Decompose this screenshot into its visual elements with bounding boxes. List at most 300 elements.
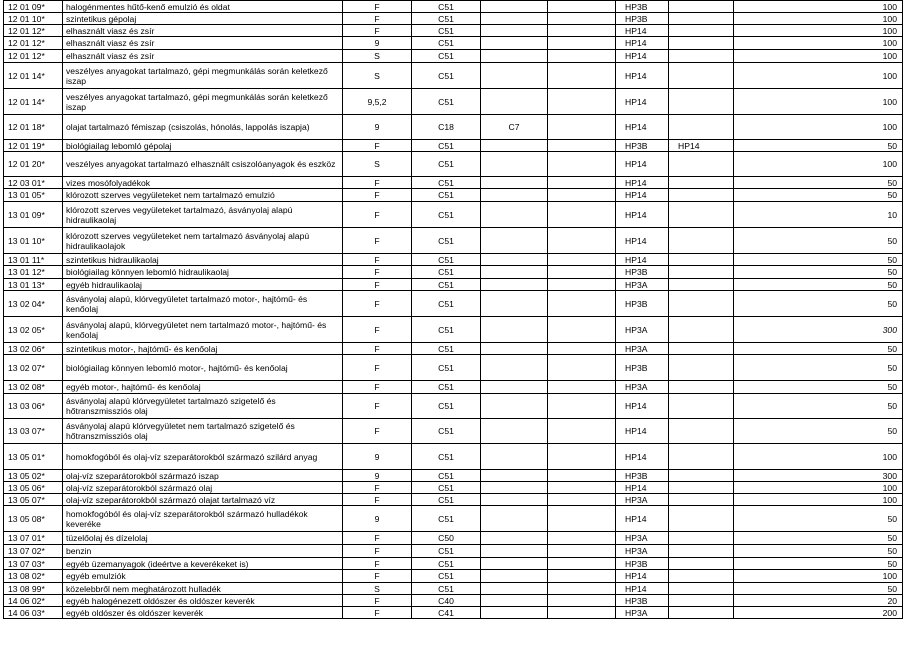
quantity-cell: 50 [734, 545, 903, 558]
c-code-cell: C51 [412, 1, 481, 13]
hp-property-cell: HP14 [616, 152, 669, 177]
c-code-2-cell [481, 381, 548, 394]
phase-cell: F [343, 291, 412, 317]
hp-property-cell: HP14 [616, 37, 669, 50]
description-cell: olaj-víz szeparátorokból származó olajat tartalmazó víz [63, 494, 343, 506]
hp-property-cell: HP3B [616, 1, 669, 13]
empty-cell [548, 89, 616, 115]
hp-property-2-cell [669, 279, 734, 291]
description-cell: ásványolaj alapú, klórvegyületet tartalmazó motor-, hajtómű- és kenőolaj [63, 291, 343, 317]
c-code-cell: C51 [412, 482, 481, 494]
c-code-cell: C51 [412, 266, 481, 279]
c-code-2-cell [481, 189, 548, 202]
phase-cell: F [343, 355, 412, 381]
description-cell: biológiailag könnyen lebomló hidraulikaolaj [63, 266, 343, 279]
phase-cell: 9 [343, 506, 412, 532]
empty-cell [548, 381, 616, 394]
phase-cell: F [343, 532, 412, 545]
quantity-cell: 300 [734, 470, 903, 482]
phase-cell: F [343, 381, 412, 394]
hp-property-2-cell [669, 13, 734, 25]
c-code-2-cell [481, 532, 548, 545]
table-row [4, 394, 903, 419]
hp-property-cell: HP3A [616, 532, 669, 545]
c-code-cell: C51 [412, 279, 481, 291]
phase-cell: F [343, 419, 412, 444]
phase-cell: F [343, 177, 412, 189]
c-code-cell: C51 [412, 444, 481, 470]
description-cell: veszélyes anyagokat tartalmazó elhasznált csiszolóanyagok és eszköz [63, 152, 343, 177]
hp-property-cell: HP14 [616, 202, 669, 228]
c-code-2-cell [481, 266, 548, 279]
phase-cell: 9 [343, 470, 412, 482]
c-code-2-cell [481, 583, 548, 595]
description-cell: veszélyes anyagokat tartalmazó, gépi megmunkálás során keletkező iszap [63, 89, 343, 115]
c-code-cell: C51 [412, 228, 481, 254]
empty-cell [548, 202, 616, 228]
waste-code-cell: 13 01 13* [4, 279, 63, 291]
description-cell: egyéb hidraulikaolaj [63, 279, 343, 291]
phase-cell: F [343, 482, 412, 494]
quantity-cell: 50 [734, 254, 903, 266]
waste-table [3, 0, 903, 619]
empty-cell [548, 37, 616, 50]
waste-code-cell: 13 01 10* [4, 228, 63, 254]
c-code-cell: C51 [412, 89, 481, 115]
table-row [4, 482, 903, 494]
description-cell: elhasznált viasz és zsír [63, 37, 343, 50]
hp-property-cell: HP3A [616, 343, 669, 355]
c-code-cell: C51 [412, 494, 481, 506]
quantity-cell: 100 [734, 494, 903, 506]
waste-code-cell: 12 01 14* [4, 63, 63, 89]
hp-property-cell: HP14 [616, 115, 669, 140]
c-code-2-cell [481, 63, 548, 89]
phase-cell: F [343, 570, 412, 583]
empty-cell [548, 355, 616, 381]
c-code-2-cell [481, 202, 548, 228]
description-cell: szintetikus hidraulikaolaj [63, 254, 343, 266]
quantity-cell: 50 [734, 291, 903, 317]
hp-property-2-cell [669, 494, 734, 506]
waste-code-cell: 12 01 20* [4, 152, 63, 177]
hp-property-2-cell [669, 394, 734, 419]
table-row [4, 202, 903, 228]
quantity-cell: 100 [734, 570, 903, 583]
hp-property-cell: HP14 [616, 583, 669, 595]
c-code-cell: C51 [412, 189, 481, 202]
c-code-2-cell [481, 558, 548, 570]
waste-code-cell: 12 01 14* [4, 89, 63, 115]
c-code-2-cell [481, 291, 548, 317]
table-row [4, 25, 903, 37]
description-cell: egyéb halogénezett oldószer és oldószer keverék [63, 595, 343, 607]
c-code-2-cell [481, 595, 548, 607]
table-row [4, 381, 903, 394]
waste-code-cell: 13 07 02* [4, 545, 63, 558]
phase-cell: F [343, 317, 412, 343]
c-code-cell: C51 [412, 254, 481, 266]
hp-property-2-cell [669, 355, 734, 381]
quantity-cell: 100 [734, 444, 903, 470]
hp-property-cell: HP3B [616, 558, 669, 570]
empty-cell [548, 25, 616, 37]
quantity-cell: 200 [734, 607, 903, 619]
empty-cell [548, 558, 616, 570]
c-code-cell: C51 [412, 291, 481, 317]
table-row [4, 177, 903, 189]
c-code-2-cell [481, 355, 548, 381]
c-code-2-cell [481, 494, 548, 506]
c-code-2-cell [481, 13, 548, 25]
phase-cell: F [343, 228, 412, 254]
description-cell: biológiailag könnyen lebomló motor-, hajtómű- és kenőolaj [63, 355, 343, 381]
empty-cell [548, 545, 616, 558]
table-row [4, 343, 903, 355]
table-row [4, 595, 903, 607]
c-code-2-cell [481, 177, 548, 189]
description-cell: elhasznált viasz és zsír [63, 50, 343, 63]
table-row [4, 291, 903, 317]
hp-property-cell: HP14 [616, 228, 669, 254]
c-code-cell: C40 [412, 595, 481, 607]
c-code-2-cell: C7 [481, 115, 548, 140]
hp-property-2-cell [669, 202, 734, 228]
c-code-cell: C51 [412, 13, 481, 25]
phase-cell: F [343, 266, 412, 279]
empty-cell [548, 50, 616, 63]
description-cell: homokfogóból és olaj-víz szeparátorokból származó hulladékok keveréke [63, 506, 343, 532]
phase-cell: 9 [343, 444, 412, 470]
phase-cell: F [343, 343, 412, 355]
quantity-cell: 100 [734, 1, 903, 13]
empty-cell [548, 279, 616, 291]
empty-cell [548, 570, 616, 583]
empty-cell [548, 482, 616, 494]
waste-code-cell: 13 07 01* [4, 532, 63, 545]
description-cell: ásványolaj alapú, klórvegyületet nem tartalmazó motor-, hajtómű- és kenőolaj [63, 317, 343, 343]
hp-property-2-cell [669, 506, 734, 532]
c-code-2-cell [481, 570, 548, 583]
hp-property-cell: HP3A [616, 607, 669, 619]
empty-cell [548, 317, 616, 343]
c-code-cell: C18 [412, 115, 481, 140]
hp-property-2-cell [669, 583, 734, 595]
quantity-cell: 20 [734, 595, 903, 607]
quantity-cell: 50 [734, 355, 903, 381]
c-code-cell: C51 [412, 50, 481, 63]
hp-property-2-cell [669, 317, 734, 343]
waste-code-cell: 12 01 10* [4, 13, 63, 25]
c-code-cell: C51 [412, 152, 481, 177]
c-code-2-cell [481, 419, 548, 444]
c-code-2-cell [481, 317, 548, 343]
c-code-2-cell [481, 140, 548, 152]
waste-code-cell: 13 05 08* [4, 506, 63, 532]
description-cell: szintetikus gépolaj [63, 13, 343, 25]
quantity-cell: 100 [734, 115, 903, 140]
waste-code-cell: 12 01 12* [4, 37, 63, 50]
hp-property-cell: HP3B [616, 13, 669, 25]
table-row [4, 545, 903, 558]
hp-property-2-cell [669, 291, 734, 317]
table-row [4, 506, 903, 532]
quantity-cell: 50 [734, 394, 903, 419]
description-cell: klórozott szerves vegyületeket tartalmazó, ásványolaj alapú hidraulikaolaj [63, 202, 343, 228]
hp-property-cell: HP3A [616, 317, 669, 343]
hp-property-2-cell [669, 37, 734, 50]
empty-cell [548, 444, 616, 470]
hp-property-cell: HP14 [616, 25, 669, 37]
waste-code-cell: 12 03 01* [4, 177, 63, 189]
waste-code-cell: 12 01 12* [4, 25, 63, 37]
c-code-2-cell [481, 394, 548, 419]
phase-cell: F [343, 595, 412, 607]
empty-cell [548, 506, 616, 532]
c-code-cell: C51 [412, 63, 481, 89]
quantity-cell: 50 [734, 189, 903, 202]
hp-property-cell: HP14 [616, 482, 669, 494]
waste-code-cell: 13 05 07* [4, 494, 63, 506]
empty-cell [548, 152, 616, 177]
table-row [4, 189, 903, 202]
table-row [4, 583, 903, 595]
table-body [4, 1, 903, 619]
c-code-cell: C51 [412, 355, 481, 381]
table-row [4, 494, 903, 506]
c-code-cell: C51 [412, 317, 481, 343]
description-cell: halogénmentes hűtő-kenő emulzió és oldat [63, 1, 343, 13]
empty-cell [548, 494, 616, 506]
empty-cell [548, 266, 616, 279]
quantity-cell: 50 [734, 583, 903, 595]
empty-cell [548, 291, 616, 317]
description-cell: ásványolaj alapú klórvegyületet tartalmazó szigetelő és hőtranszmissziós olaj [63, 394, 343, 419]
description-cell: biológiailag lebomló gépolaj [63, 140, 343, 152]
quantity-cell: 100 [734, 50, 903, 63]
hp-property-cell: HP14 [616, 254, 669, 266]
c-code-cell: C51 [412, 381, 481, 394]
phase-cell: F [343, 607, 412, 619]
waste-code-cell: 13 01 05* [4, 189, 63, 202]
table-row [4, 228, 903, 254]
empty-cell [548, 607, 616, 619]
phase-cell: S [343, 152, 412, 177]
description-cell: egyéb motor-, hajtómű- és kenőolaj [63, 381, 343, 394]
hp-property-cell: HP14 [616, 570, 669, 583]
table-row [4, 444, 903, 470]
waste-code-cell: 13 02 06* [4, 343, 63, 355]
phase-cell: F [343, 1, 412, 13]
hp-property-2-cell [669, 419, 734, 444]
hp-property-2-cell [669, 607, 734, 619]
c-code-cell: C51 [412, 25, 481, 37]
c-code-cell: C51 [412, 343, 481, 355]
c-code-cell: C51 [412, 470, 481, 482]
empty-cell [548, 189, 616, 202]
hp-property-2-cell [669, 115, 734, 140]
quantity-cell: 50 [734, 266, 903, 279]
c-code-2-cell [481, 254, 548, 266]
hp-property-2-cell [669, 482, 734, 494]
c-code-cell: C51 [412, 545, 481, 558]
c-code-2-cell [481, 25, 548, 37]
c-code-cell: C51 [412, 177, 481, 189]
waste-code-cell: 13 05 02* [4, 470, 63, 482]
description-cell: veszélyes anyagokat tartalmazó, gépi megmunkálás során keletkező iszap [63, 63, 343, 89]
hp-property-cell: HP14 [616, 189, 669, 202]
quantity-cell: 100 [734, 25, 903, 37]
phase-cell: F [343, 545, 412, 558]
hp-property-cell: HP3B [616, 355, 669, 381]
description-cell: olaj-víz szeparátorokból származó iszap [63, 470, 343, 482]
c-code-2-cell [481, 1, 548, 13]
hp-property-cell: HP3A [616, 545, 669, 558]
phase-cell: F [343, 279, 412, 291]
hp-property-cell: HP14 [616, 177, 669, 189]
empty-cell [548, 63, 616, 89]
hp-property-2-cell [669, 545, 734, 558]
waste-code-cell: 13 08 99* [4, 583, 63, 595]
phase-cell: 9 [343, 115, 412, 140]
phase-cell: F [343, 202, 412, 228]
c-code-2-cell [481, 506, 548, 532]
c-code-2-cell [481, 279, 548, 291]
table-row [4, 570, 903, 583]
table-row [4, 607, 903, 619]
quantity-cell: 10 [734, 202, 903, 228]
quantity-cell: 100 [734, 13, 903, 25]
waste-code-cell: 14 06 03* [4, 607, 63, 619]
table-row [4, 266, 903, 279]
hp-property-2-cell [669, 381, 734, 394]
phase-cell: 9 [343, 37, 412, 50]
empty-cell [548, 532, 616, 545]
quantity-cell: 50 [734, 381, 903, 394]
hp-property-cell: HP3A [616, 494, 669, 506]
hp-property-2-cell [669, 189, 734, 202]
phase-cell: 9,5,2 [343, 89, 412, 115]
waste-code-cell: 14 06 02* [4, 595, 63, 607]
table-row [4, 1, 903, 13]
c-code-cell: C51 [412, 37, 481, 50]
hp-property-2-cell [669, 444, 734, 470]
c-code-cell: C51 [412, 583, 481, 595]
quantity-cell: 50 [734, 532, 903, 545]
waste-code-cell: 13 01 09* [4, 202, 63, 228]
c-code-2-cell [481, 482, 548, 494]
waste-code-cell: 13 02 04* [4, 291, 63, 317]
table-row [4, 355, 903, 381]
table-row [4, 140, 903, 152]
table-row [4, 279, 903, 291]
waste-code-cell: 13 01 11* [4, 254, 63, 266]
quantity-cell: 50 [734, 140, 903, 152]
c-code-2-cell [481, 89, 548, 115]
table-row [4, 317, 903, 343]
table-row [4, 63, 903, 89]
phase-cell: F [343, 394, 412, 419]
phase-cell: F [343, 140, 412, 152]
hp-property-cell: HP14 [616, 89, 669, 115]
hp-property-cell: HP14 [616, 506, 669, 532]
hp-property-2-cell [669, 558, 734, 570]
quantity-cell: 100 [734, 152, 903, 177]
quantity-cell: 50 [734, 228, 903, 254]
quantity-cell: 50 [734, 558, 903, 570]
description-cell: közelebbről nem meghatározott hulladék [63, 583, 343, 595]
table-row [4, 152, 903, 177]
empty-cell [548, 394, 616, 419]
c-code-cell: C51 [412, 570, 481, 583]
waste-code-cell: 13 03 07* [4, 419, 63, 444]
description-cell: olajat tartalmazó fémiszap (csiszolás, hónolás, lappolás iszapja) [63, 115, 343, 140]
hp-property-2-cell [669, 1, 734, 13]
hp-property-2-cell [669, 570, 734, 583]
description-cell: olaj-víz szeparátorokból származó olaj [63, 482, 343, 494]
waste-code-cell: 13 05 01* [4, 444, 63, 470]
waste-code-cell: 13 05 06* [4, 482, 63, 494]
c-code-cell: C51 [412, 394, 481, 419]
quantity-cell: 50 [734, 343, 903, 355]
phase-cell: F [343, 494, 412, 506]
table-row [4, 37, 903, 50]
quantity-cell: 100 [734, 482, 903, 494]
empty-cell [548, 13, 616, 25]
hp-property-2-cell [669, 228, 734, 254]
hp-property-2-cell [669, 532, 734, 545]
description-cell: szintetikus motor-, hajtómű- és kenőolaj [63, 343, 343, 355]
description-cell: egyéb oldószer és oldószer keverék [63, 607, 343, 619]
quantity-cell: 100 [734, 37, 903, 50]
table-row [4, 532, 903, 545]
c-code-2-cell [481, 545, 548, 558]
empty-cell [548, 583, 616, 595]
hp-property-cell: HP3B [616, 266, 669, 279]
c-code-2-cell [481, 152, 548, 177]
hp-property-2-cell [669, 152, 734, 177]
description-cell: klórozott szerves vegyületeket nem tartalmazó ásványolaj alapú hidraulikaolajok [63, 228, 343, 254]
hp-property-cell: HP14 [616, 50, 669, 63]
hp-property-2-cell [669, 50, 734, 63]
waste-code-cell: 13 08 02* [4, 570, 63, 583]
empty-cell [548, 1, 616, 13]
hp-property-cell: HP3B [616, 595, 669, 607]
empty-cell [548, 140, 616, 152]
hp-property-2-cell [669, 266, 734, 279]
hp-property-2-cell [669, 63, 734, 89]
hp-property-2-cell: HP14 [669, 140, 734, 152]
empty-cell [548, 115, 616, 140]
empty-cell [548, 343, 616, 355]
phase-cell: S [343, 583, 412, 595]
table-row [4, 13, 903, 25]
hp-property-cell: HP3A [616, 279, 669, 291]
waste-code-cell: 12 01 18* [4, 115, 63, 140]
empty-cell [548, 595, 616, 607]
table-row [4, 470, 903, 482]
quantity-cell: 50 [734, 279, 903, 291]
c-code-cell: C51 [412, 140, 481, 152]
description-cell: klórozott szerves vegyületeket nem tartalmazó emulzió [63, 189, 343, 202]
phase-cell: S [343, 50, 412, 63]
c-code-2-cell [481, 50, 548, 63]
c-code-2-cell [481, 37, 548, 50]
quantity-cell: 50 [734, 177, 903, 189]
description-cell: tüzelőolaj és dízelolaj [63, 532, 343, 545]
hp-property-cell: HP3B [616, 140, 669, 152]
c-code-cell: C51 [412, 558, 481, 570]
